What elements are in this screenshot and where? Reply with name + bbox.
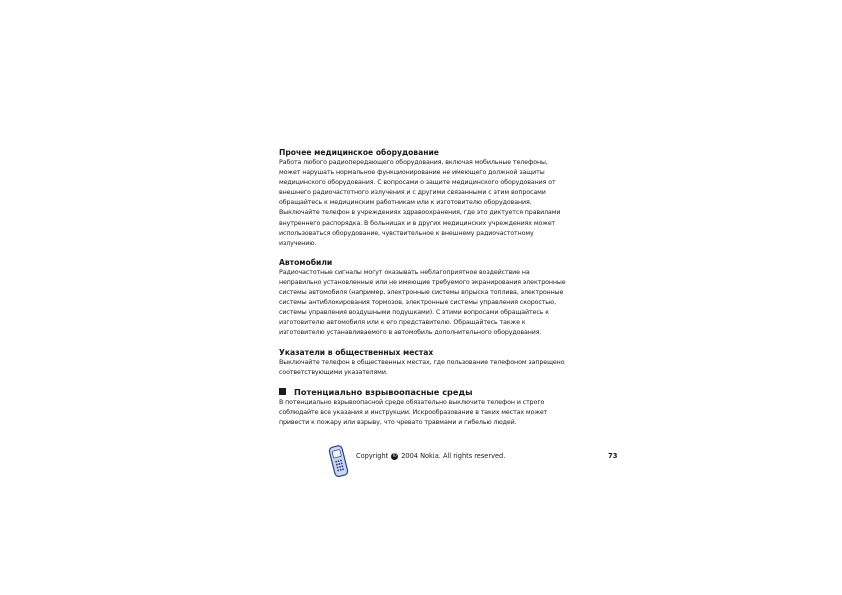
section-heading: Указатели в общественных местах	[279, 347, 434, 357]
page-footer	[328, 444, 618, 478]
major-section-heading	[279, 386, 569, 398]
black-square-icon	[279, 388, 286, 395]
page-number: 73	[608, 452, 618, 460]
copyright-notice	[356, 452, 505, 461]
section-paragraph: Радиочастотные сигналы могут оказывать неблагоприятное воздействие на неправильно установленные или не имеющие требуемого экранирования электронные системы автомобиля (например, электронные системы впрыска топлива, электронные системы антиблокирования тормозов, электронные системы управления скоростью, системы управления воздушными подушками). С этими вопросами обращайтесь к изготовителю автомобиля или к его представителю. Обращайтесь также к изготовителю устанавливаемого в автомобиль дополнительного оборудования.	[279, 268, 566, 337]
mobile-phone-icon	[328, 444, 350, 478]
section-other-medical-equipment	[279, 147, 569, 249]
page-content	[279, 147, 569, 428]
section-paragraph: В потенциально взрывоопасной среде обязательно выключите телефон и строго соблюдайте все указания и инструкции. Искрообразование в таких местах может привести к пожару или взрыву, что чревато травмами и гибелью людей.	[279, 398, 548, 426]
section-paragraph: Выключайте телефон в общественных местах, где пользование телефоном запрещено соответствующими указателями.	[279, 358, 565, 376]
copyright-symbol-icon: ©	[392, 453, 398, 459]
copyright-prefix: Copyright	[356, 452, 389, 460]
section-heading: Автомобили	[279, 257, 333, 267]
section-public-signs	[279, 347, 569, 378]
section-paragraph: Работа любого радиопередающего оборудования, включая мобильные телефоны, может нарушать нормальное функционирование не имеющего должной защиты медицинского оборудования. С вопросами о защите медицинского оборудования от внешнего радиочастотного излучения и с другими связанными с этим вопросами обращайтесь к медицинским работникам или к изготовителю оборудования.	[279, 159, 556, 207]
major-section-heading-text: Потенциально взрывоопасные среды	[294, 386, 473, 397]
section-paragraph: Выключайте телефон в учреждениях здравоохранения, где это диктуется правилами внутреннего распорядка. В больницах и в других медицинских учреждениях может использоваться оборудование, чувствительное к внешнему радиочастотному излучению.	[279, 209, 561, 247]
copyright-suffix: 2004 Nokia. All rights reserved.	[401, 452, 506, 460]
section-explosive-atmospheres	[279, 386, 569, 428]
section-vehicles	[279, 257, 569, 339]
section-heading: Прочее медицинское оборудование	[279, 148, 439, 157]
